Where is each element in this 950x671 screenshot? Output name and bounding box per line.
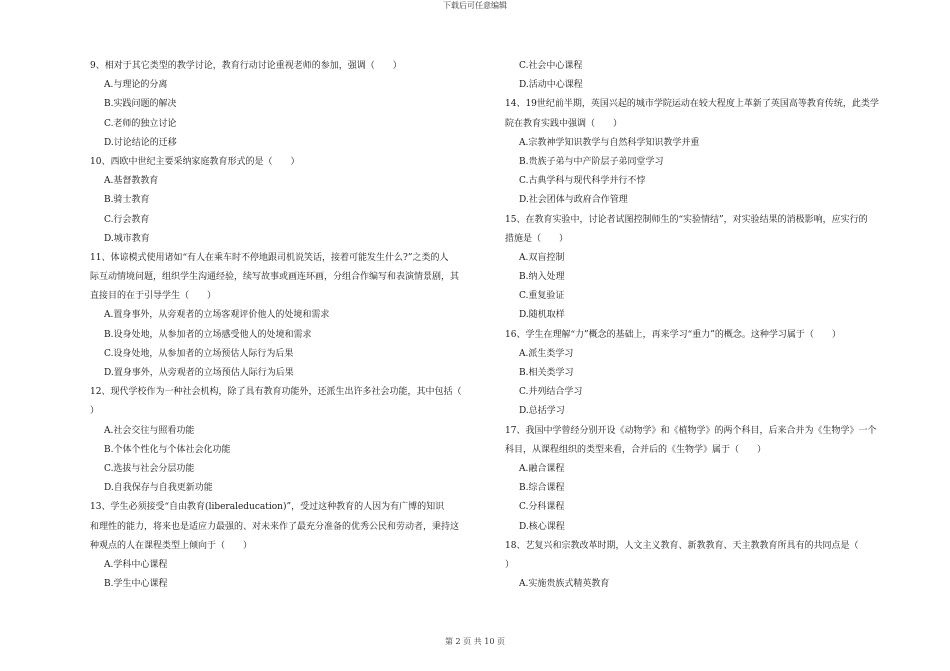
- question-text: 16、学生在理解“力”概念的基础上，再来学习“重力”的概念。这种学习属于（ ）: [505, 329, 841, 340]
- answer-option: A.融合课程: [519, 463, 565, 474]
- question-text: ）: [90, 406, 100, 417]
- answer-option: D.城市教育: [104, 233, 150, 244]
- question-text: 和理性的能力，将来也是适应力最强的、对未来作了最充分准备的优秀公民和劳动者，秉持这: [90, 521, 460, 532]
- answer-option: C.重复验证: [519, 291, 565, 302]
- answer-option: C.分科课程: [519, 502, 565, 513]
- question-text: 13、学生必须接受“自由教育(liberaleducation)”，受过这种教育的人因为有广博的知识: [90, 502, 445, 513]
- question-text: 院在教育实践中强调（ ）: [505, 118, 623, 129]
- answer-option: D.总括学习: [519, 406, 565, 417]
- answer-option: D.讨论结论的迁移: [104, 137, 177, 148]
- answer-option: B.实践问题的解决: [104, 99, 177, 110]
- answer-option: B.个体个性化与个体社会化功能: [104, 444, 231, 455]
- question-text: 14、19世纪前半期，英国兴起的城市学院运动在较大程度上革新了英国高等教育传统，此类学: [505, 99, 879, 110]
- question-text: ）: [505, 559, 515, 570]
- answer-option: B.学生中心课程: [104, 579, 168, 590]
- answer-option: A.置身事外，从旁观者的立场客观评价他人的处境和需求: [104, 310, 330, 321]
- question-text: 科目，从课程组织的类型来看，合并后的《生物学》属于（ ）: [505, 444, 767, 455]
- question-text: 直接目的在于引导学生（ ）: [90, 291, 217, 302]
- answer-option: C.选拔与社会分层功能: [104, 463, 195, 474]
- answer-option: C.并列结合学习: [519, 387, 583, 398]
- answer-option: D.活动中心课程: [519, 80, 583, 91]
- answer-option: A.双盲控制: [519, 252, 565, 263]
- answer-option: A.社会交往与照看功能: [104, 425, 195, 436]
- answer-option: B.贵族子弟与中产阶层子弟同堂学习: [519, 156, 664, 167]
- answer-option: D.社会团体与政府合作管理: [519, 195, 628, 206]
- question-text: 9、相对于其它类型的教学讨论，教育行动讨论重视老师的参加，强调（ ）: [90, 61, 402, 71]
- question-text: 11、体谅模式使用诸如“有人在乘车时不停地跟司机说笑话，接着可能发生什么?”之类的人: [90, 252, 449, 263]
- answer-option: A.基督教教育: [104, 176, 159, 187]
- answer-option: C.社会中心课程: [519, 61, 583, 71]
- answer-option: B.骑士教育: [104, 195, 150, 206]
- answer-option: B.设身处地，从参加者的立场感受他人的处境和需求: [104, 329, 312, 340]
- question-text: 种观点的人在课程类型上倾向于（ ）: [90, 540, 253, 551]
- question-text: 际互动情境问题，组织学生沟通经验，续写故事或画连环画，分组合作编写和表演情景剧，其: [90, 272, 460, 283]
- answer-option: A.派生类学习: [519, 348, 574, 359]
- question-text: 10、西欧中世纪主要采纳家庭教育形式的是（ ）: [90, 156, 300, 167]
- answer-option: C.设身处地，从参加者的立场预估人际行为后果: [104, 348, 294, 359]
- left-column: [90, 57, 485, 594]
- answer-option: A.实施贵族式精英教育: [519, 579, 610, 590]
- question-text: 18、艺复兴和宗教改革时期，人文主义教育、新教教育、天主教教育所具有的共同点是（: [505, 540, 859, 551]
- question-text: 措施是（ ）: [505, 233, 569, 244]
- answer-option: B.纳入处理: [519, 272, 565, 283]
- answer-option: B.综合课程: [519, 483, 565, 494]
- question-text: 15、在教育实验中，讨论者试图控制师生的“实验情结”，对实验结果的消极影响，应实行的: [505, 214, 868, 225]
- answer-option: C.古典学科与现代科学并行不悖: [519, 176, 646, 187]
- answer-option: D.自我保存与自我更新功能: [104, 483, 213, 494]
- question-text: 12、现代学校作为一种社会机构，除了具有教育功能外，还派生出许多社会功能，其中包括（: [90, 387, 462, 398]
- answer-option: C.老师的独立讨论: [104, 118, 177, 129]
- answer-option: D.置身事外，从旁观者的立场预估人际行为后果: [104, 368, 294, 378]
- answer-option: C.行会教育: [104, 214, 150, 225]
- answer-option: B.相关类学习: [519, 368, 574, 378]
- answer-option: D.核心课程: [519, 521, 565, 532]
- answer-option: A.宗教神学知识教学与自然科学知识教学并重: [519, 137, 700, 148]
- answer-option: D.随机取样: [519, 310, 565, 321]
- page-header: 下载后可任意编辑: [443, 1, 507, 10]
- right-column: [505, 57, 900, 594]
- answer-option: A.学科中心课程: [104, 559, 168, 570]
- page-number: 第 2 页 共 10 页: [445, 637, 505, 646]
- answer-option: A.与理论的分离: [104, 80, 168, 91]
- question-text: 17、我国中学曾经分别开设《动物学》和《植物学》的两个科目，后来合并为《生物学》一个: [505, 425, 877, 436]
